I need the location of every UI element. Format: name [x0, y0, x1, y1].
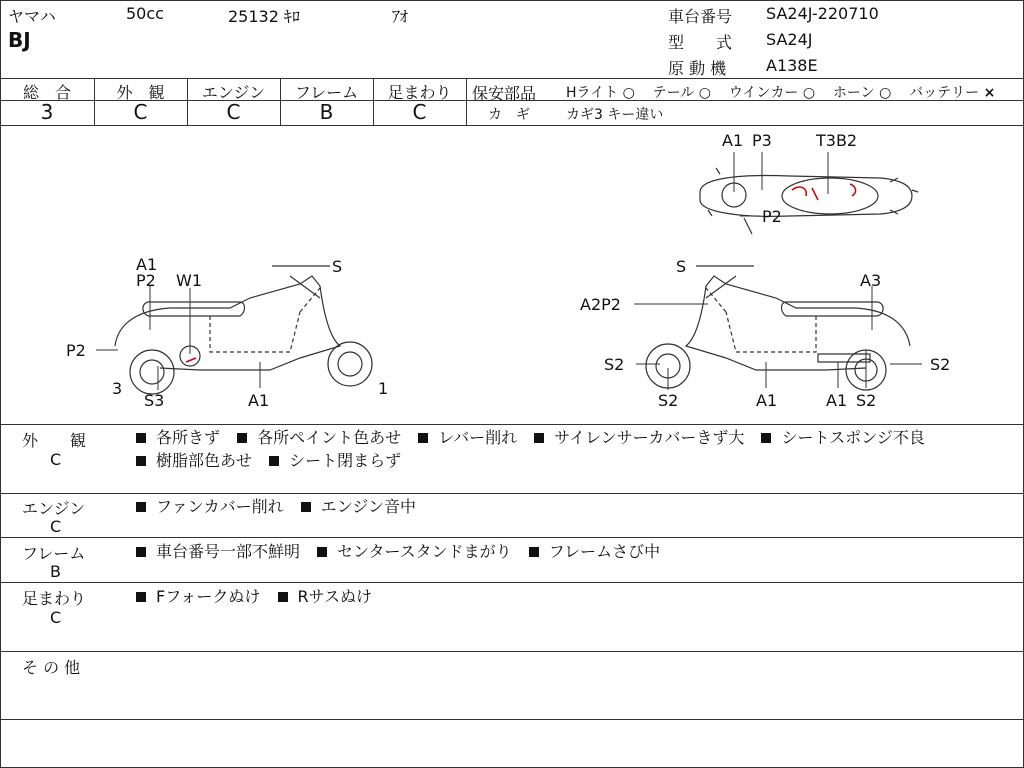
label-top-a1: A1	[722, 131, 744, 150]
remark-item: フレームさび中	[529, 542, 660, 561]
section-engine-items	[136, 495, 1016, 518]
exterior-grade: C	[133, 100, 148, 124]
engine-label: 原 動 機	[668, 59, 727, 78]
label-top-p3: P3	[752, 131, 772, 150]
label-right-a1-b: A1	[826, 391, 848, 410]
section-suspension-label: 足まわり	[22, 589, 87, 608]
model-name: BJ	[8, 28, 31, 52]
divider	[0, 537, 1024, 538]
label-left-w1: W1	[176, 271, 202, 290]
remark-item: Fフォークぬけ	[136, 587, 260, 606]
suspension-grade: C	[412, 100, 427, 124]
overall-grade: 3	[40, 100, 54, 124]
label-left-a1: A1	[136, 255, 158, 274]
divider	[0, 719, 1024, 720]
displacement: 50cc	[126, 4, 164, 23]
engine-grade-label: エンジン	[201, 83, 266, 102]
remark-item: サイレンサーカバーきず大	[534, 428, 744, 447]
safety-item-headlight: Hライト ○	[566, 85, 635, 101]
label-left-1: 1	[378, 379, 389, 398]
mileage: 25132 ｷﾛ	[228, 7, 300, 26]
label-right-a3: A3	[860, 271, 882, 290]
safety-item-tail: テール ○	[652, 85, 711, 101]
safety-label: 保安部品	[472, 84, 537, 103]
label-top-p2: P2	[762, 207, 782, 226]
section-suspension-items	[136, 585, 1016, 608]
label-right-s2-wheel: S2	[658, 391, 679, 410]
divider	[0, 424, 1024, 425]
label-right-s2-b: S2	[856, 391, 877, 410]
maker: ヤマハ	[8, 7, 56, 26]
damage-diagram	[0, 126, 1024, 424]
frame-grade-label: フレーム	[294, 83, 359, 102]
remark-item: 各所きず	[136, 428, 220, 447]
remark-item: 各所ペイント色あせ	[237, 428, 401, 447]
remark-item: シートスポンジ不良	[761, 428, 924, 447]
exterior-label: 外 観	[116, 83, 165, 102]
section-suspension-grade: C	[50, 608, 62, 627]
key-value: カギ3 キー違い	[566, 107, 664, 123]
label-left-3: 3	[112, 379, 123, 398]
section-frame-items	[136, 540, 1016, 563]
label-left-p2-front: P2	[66, 341, 86, 360]
divider	[0, 582, 1024, 583]
section-engine-grade: C	[50, 517, 62, 536]
section-frame-grade: B	[50, 562, 61, 581]
remark-item: シート閉まらず	[269, 451, 401, 470]
remark-item: レバー削れ	[418, 428, 517, 447]
divider	[0, 78, 1024, 79]
color: ｱｵ	[392, 7, 409, 26]
section-exterior-items	[136, 426, 1016, 472]
safety-item-horn: ホーン ○	[832, 85, 892, 101]
suspension-grade-label: 足まわり	[387, 83, 452, 102]
label-right-s2-left: S2	[604, 355, 625, 374]
remark-item: ファンカバー削れ	[136, 497, 284, 516]
engine-value: A138E	[766, 56, 818, 75]
label-left-s3: S3	[144, 391, 165, 410]
label-top-t3b2: T3B2	[816, 131, 858, 150]
label-right-a2p2: A2P2	[580, 295, 621, 314]
frame-no: SA24J-220710	[766, 4, 879, 23]
safety-items	[566, 82, 995, 102]
label-right-s: S	[676, 257, 687, 276]
frame-grade: B	[319, 100, 334, 124]
safety-item-winker: ウインカー ○	[728, 85, 816, 101]
remark-item: 車台番号一部不鮮明	[136, 542, 300, 561]
remark-item: エンジン音中	[301, 497, 416, 516]
key-label: カ ギ	[488, 107, 530, 123]
label-left-s: S	[332, 257, 343, 276]
type-value: SA24J	[766, 30, 813, 49]
divider	[466, 78, 467, 125]
section-exterior-grade: C	[50, 450, 62, 469]
section-other-label: そ の 他	[22, 658, 81, 677]
section-engine-label: エンジン	[22, 499, 86, 518]
label-right-s2-rear: S2	[930, 355, 951, 374]
type-label: 型 式	[668, 33, 733, 52]
engine-grade: C	[226, 100, 241, 124]
divider	[0, 651, 1024, 652]
label-right-a1: A1	[756, 391, 778, 410]
divider	[0, 493, 1024, 494]
overall-label: 総 合	[22, 83, 71, 102]
section-exterior-label: 外 観	[22, 431, 87, 450]
remark-item: センタースタンドまがり	[317, 542, 512, 561]
label-left-p2: P2	[136, 271, 156, 290]
safety-item-battery: バッテリー ×	[909, 85, 996, 101]
section-frame-label: フレーム	[22, 544, 86, 563]
label-left-a1-bottom: A1	[248, 391, 270, 410]
remark-item: Rサスぬけ	[278, 587, 372, 606]
frame-no-label: 車台番号	[668, 7, 733, 26]
remark-item: 樹脂部色あせ	[136, 451, 252, 470]
